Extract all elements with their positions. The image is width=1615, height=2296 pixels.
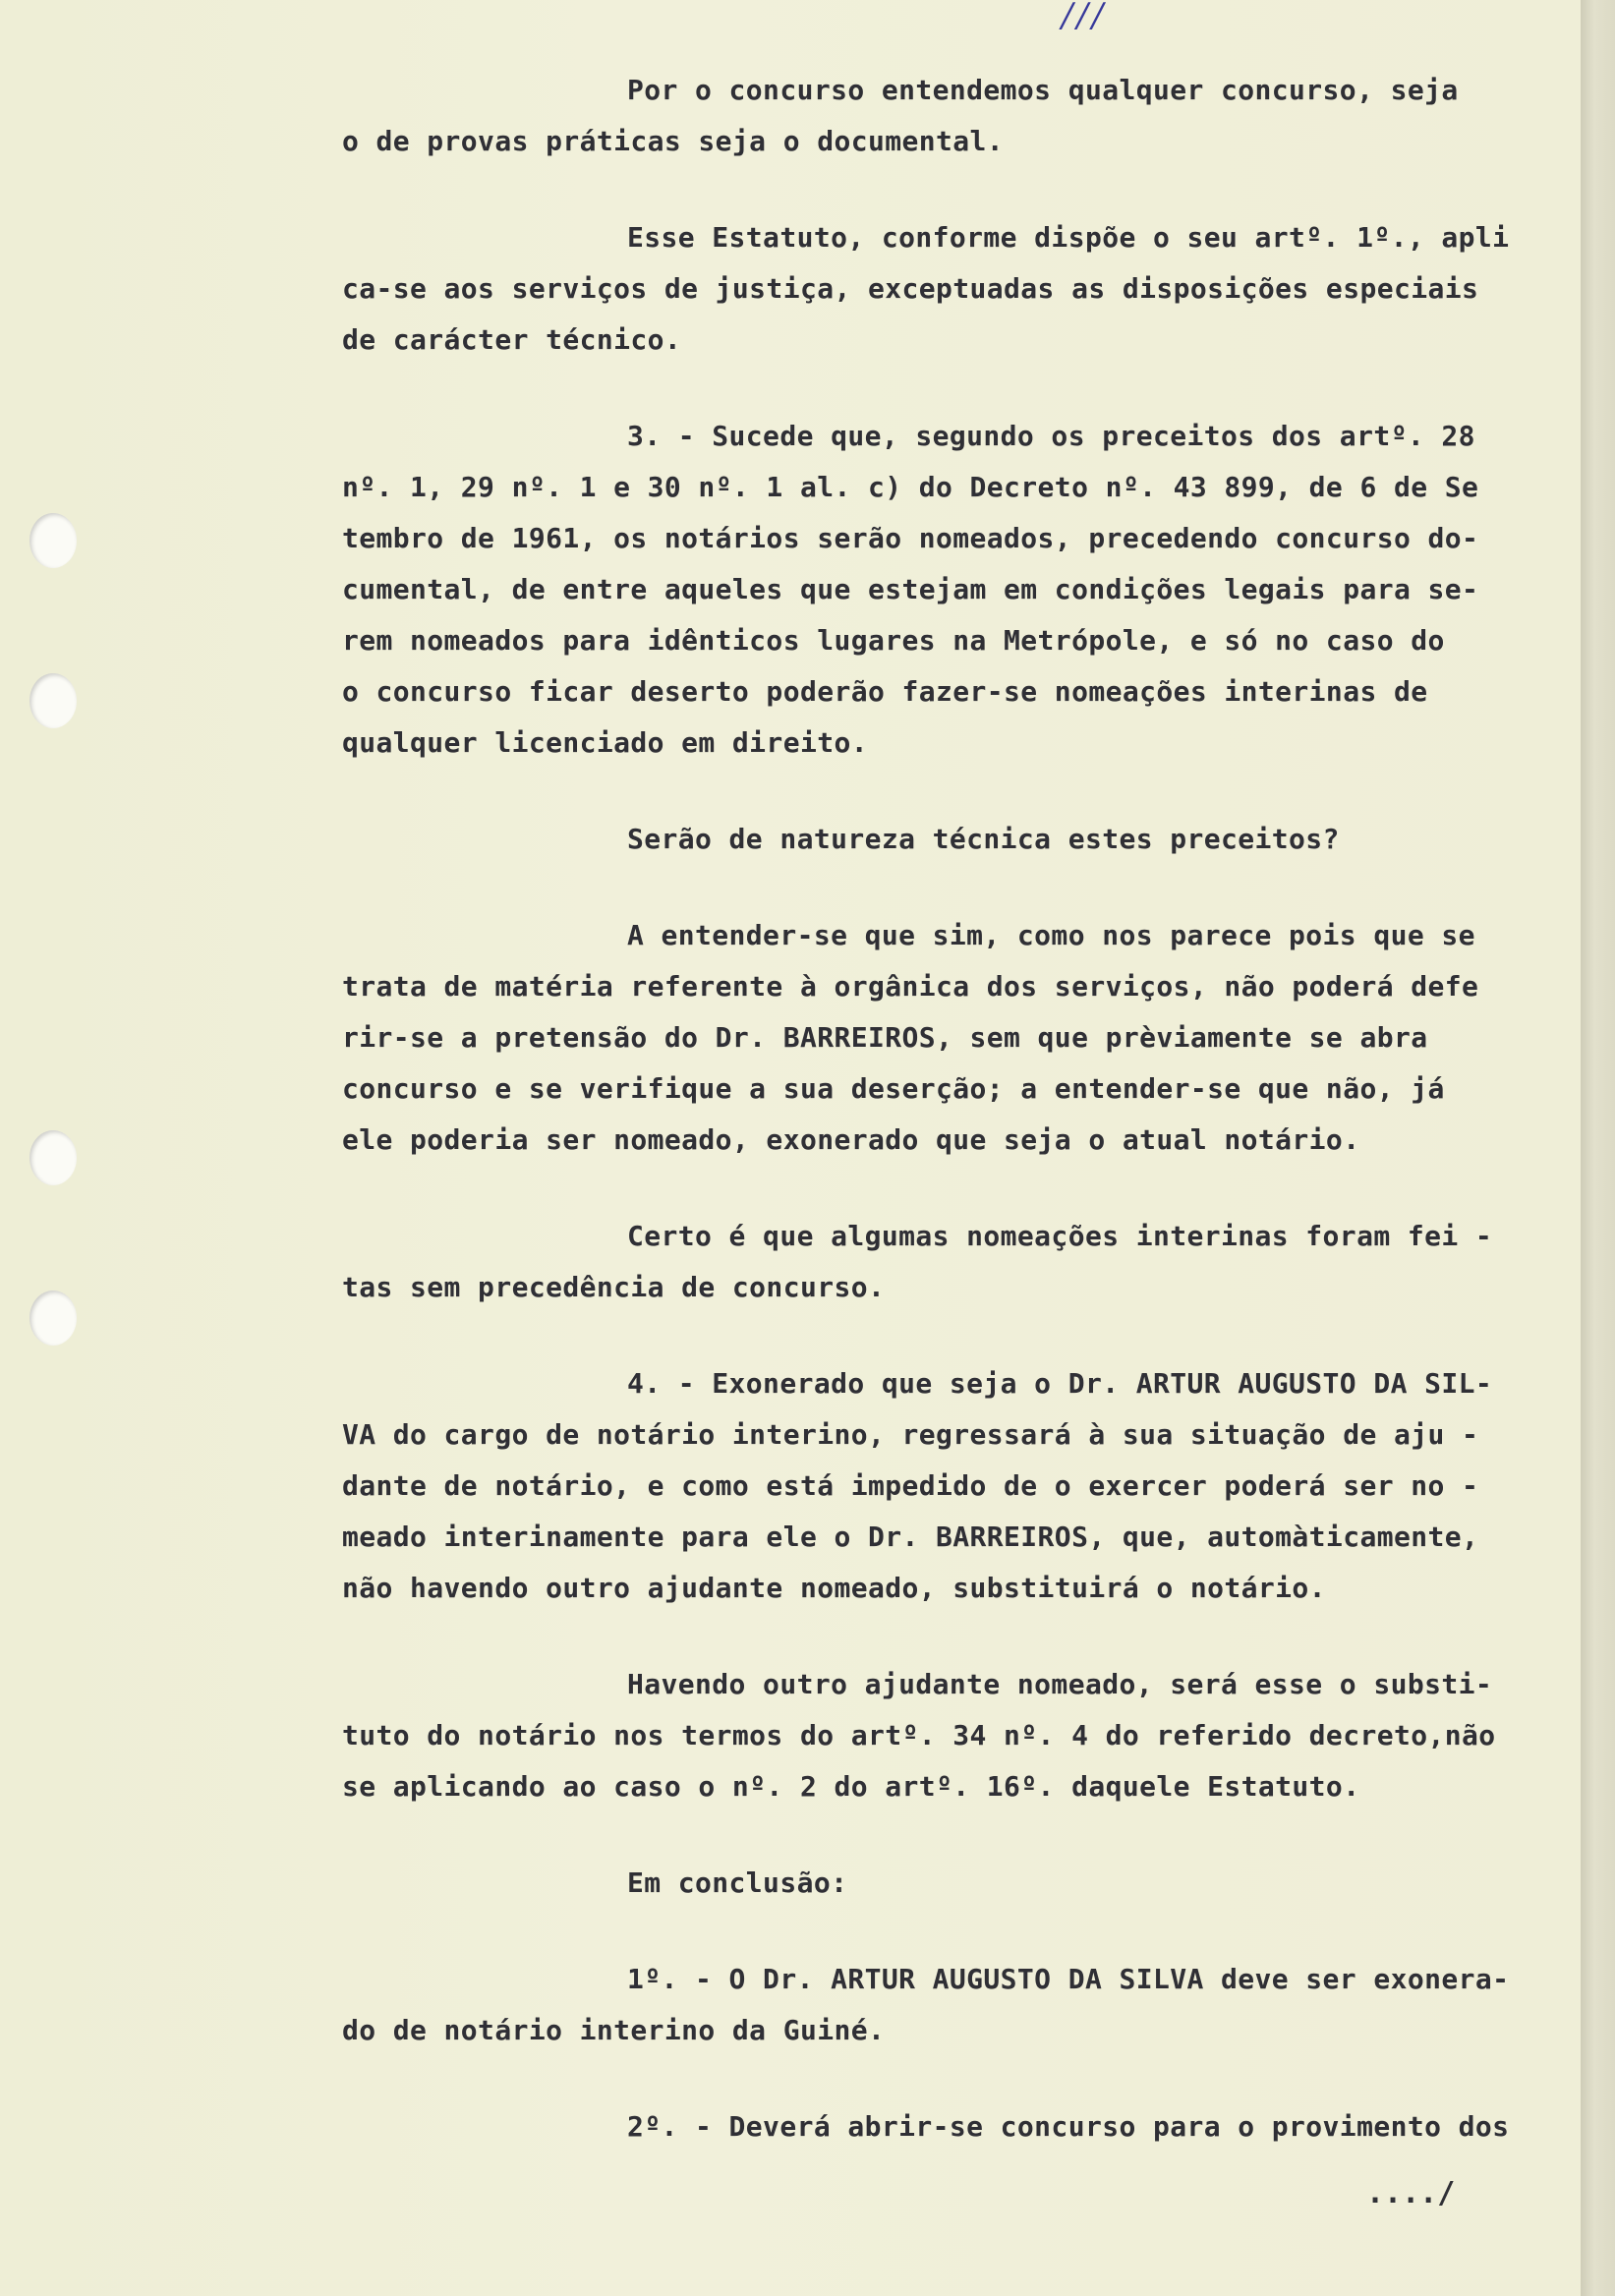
text-line: tuto do notário nos termos do artº. 34 nº. 4 do referido decreto,não [342, 1719, 1496, 1751]
text-line: tas sem precedência de concurso. [342, 1271, 886, 1303]
text-line: Havendo outro ajudante nomeado, será esse o substi- [627, 1668, 1493, 1700]
text-line: Por o concurso entendemos qualquer concurso, seja [627, 74, 1459, 106]
text-line: tembro de 1961, os notários serão nomeados, precedendo concurso do- [342, 522, 1479, 554]
paragraph [342, 1211, 1541, 1313]
text-line: nº. 1, 29 nº. 1 e 30 nº. 1 al. c) do Decreto nº. 43 899, de 6 de Se [342, 471, 1479, 503]
text-line: Em conclusão: [627, 1866, 848, 1899]
binder-hole [29, 1291, 77, 1346]
text-line: se aplicando ao caso o nº. 2 do artº. 16º. daquele Estatuto. [342, 1770, 1360, 1803]
binder-hole [29, 673, 77, 728]
paragraph [342, 411, 1541, 769]
text-line: o de provas práticas seja o documental. [342, 125, 1005, 157]
text-line: dante de notário, e como está impedido de o exercer poderá ser no - [342, 1469, 1479, 1502]
text-line: VA do cargo de notário interino, regressará à sua situação de aju - [342, 1418, 1479, 1451]
text-line: não havendo outro ajudante nomeado, substituirá o notário. [342, 1572, 1326, 1604]
text-line: cumental, de entre aqueles que estejam em condições legais para se- [342, 573, 1479, 605]
paragraph [342, 1358, 1541, 1614]
document-body [342, 65, 1541, 2152]
continuation-mark: ..../ [1366, 2176, 1456, 2210]
text-line: ele poderia ser nomeado, exonerado que seja o atual notário. [342, 1123, 1360, 1156]
text-line: ca-se aos serviços de justiça, exceptuadas as disposições especiais [342, 272, 1479, 305]
text-line: 3. - Sucede que, segundo os preceitos dos artº. 28 [627, 420, 1475, 452]
text-line: 2º. - Deverá abrir-se concurso para o provimento dos [627, 2110, 1510, 2143]
text-line: meado interinamente para ele o Dr. BARREIROS, que, automàticamente, [342, 1521, 1479, 1553]
text-line: qualquer licenciado em direito. [342, 726, 868, 759]
text-line: Certo é que algumas nomeações interinas foram fei - [627, 1220, 1493, 1252]
text-line: 4. - Exonerado que seja o Dr. ARTUR AUGUSTO DA SIL- [627, 1367, 1493, 1400]
paragraph [342, 1858, 1541, 1909]
page-edge [1581, 0, 1615, 2296]
text-line: do de notário interino da Guiné. [342, 2014, 886, 2046]
paragraph [342, 814, 1541, 865]
paragraph [342, 212, 1541, 366]
paragraph [342, 910, 1541, 1166]
binder-hole [29, 1130, 77, 1185]
text-line: Esse Estatuto, conforme dispõe o seu artº. 1º., apli [627, 221, 1510, 254]
text-line: Serão de natureza técnica estes preceitos? [627, 823, 1340, 855]
paragraph [342, 2101, 1541, 2152]
text-line: A entender-se que sim, como nos parece pois que se [627, 919, 1475, 951]
text-line: de carácter técnico. [342, 323, 682, 356]
binder-hole [29, 513, 77, 568]
paragraph [342, 1954, 1541, 2056]
text-line: 1º. - O Dr. ARTUR AUGUSTO DA SILVA deve ser exonera- [627, 1963, 1510, 1995]
page-number-mark: /// [1062, 0, 1108, 35]
text-line: rir-se a pretensão do Dr. BARREIROS, sem que prèviamente se abra [342, 1021, 1428, 1054]
text-line: trata de matéria referente à orgânica dos serviços, não poderá defe [342, 970, 1479, 1003]
paragraph [342, 1659, 1541, 1812]
paragraph [342, 65, 1541, 167]
text-line: o concurso ficar deserto poderão fazer-se nomeações interinas de [342, 675, 1428, 708]
text-line: concurso e se verifique a sua deserção; a entender-se que não, já [342, 1072, 1445, 1105]
text-line: rem nomeados para idênticos lugares na Metrópole, e só no caso do [342, 624, 1445, 657]
